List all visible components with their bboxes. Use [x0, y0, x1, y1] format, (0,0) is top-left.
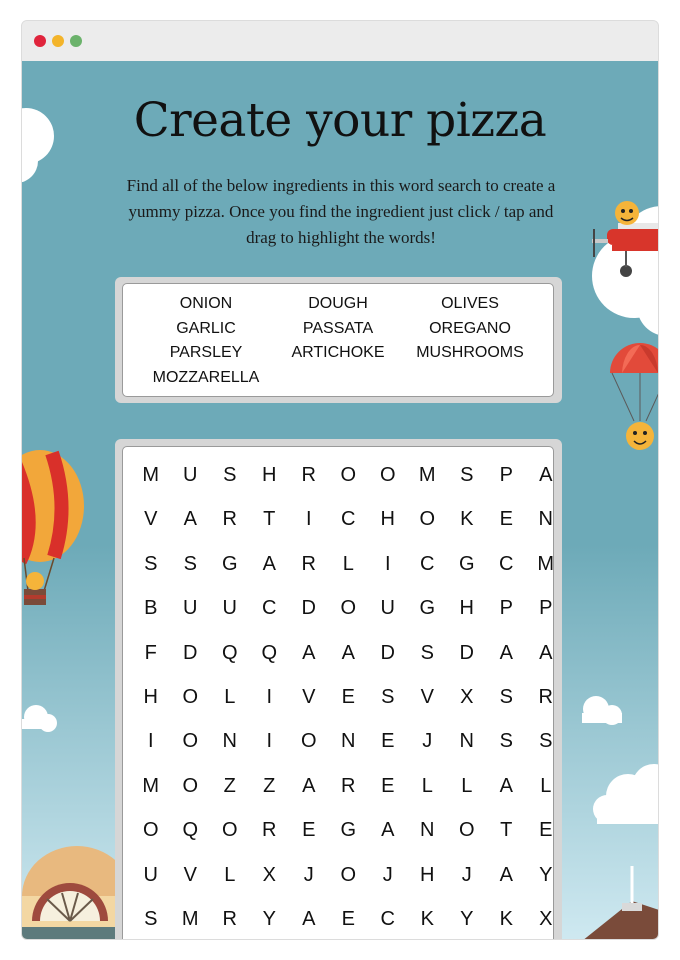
grid-letter[interactable]: I — [266, 686, 273, 708]
game-stage — [22, 61, 658, 940]
grid-letter[interactable]: E — [381, 774, 395, 797]
grid-letter[interactable]: X — [460, 686, 474, 708]
grid-letter[interactable]: Y — [460, 908, 474, 930]
grid-letter[interactable]: A — [539, 641, 553, 664]
grid-letter[interactable]: O — [340, 863, 357, 886]
grid-letter[interactable]: X — [262, 863, 276, 886]
grid-letter[interactable]: D — [301, 597, 316, 620]
grid-letter[interactable]: A — [302, 641, 316, 664]
grid-letter[interactable]: X — [539, 908, 553, 930]
grid-letter[interactable]: P — [539, 597, 553, 620]
grid-letter[interactable]: I — [266, 730, 273, 753]
title-bar — [22, 21, 658, 61]
ingredient-word: OREGANO — [429, 319, 511, 337]
grid-letter[interactable]: O — [182, 730, 199, 753]
grid-letter[interactable]: N — [538, 508, 553, 531]
grid-letter[interactable]: Y — [262, 908, 276, 930]
grid-letter[interactable]: R — [341, 774, 356, 797]
grid-letter[interactable]: O — [300, 730, 317, 753]
grid-letter[interactable]: A — [341, 641, 355, 664]
minimize-dot-icon[interactable] — [52, 35, 64, 47]
ingredient-word: MOZZARELLA — [152, 368, 260, 386]
grid-letter[interactable]: G — [340, 819, 357, 842]
grid-letter[interactable]: O — [142, 819, 159, 842]
grid-letter[interactable]: B — [144, 597, 158, 620]
grid-letter[interactable]: O — [182, 686, 199, 708]
ingredient-word: OLIVES — [441, 295, 499, 312]
grid-letter[interactable]: M — [181, 908, 199, 930]
grid-letter[interactable]: O — [458, 819, 475, 842]
grid-letter[interactable]: M — [418, 464, 436, 486]
grid-letter[interactable]: H — [143, 686, 158, 708]
grid-letter[interactable]: N — [341, 730, 356, 753]
grid-letter[interactable]: I — [305, 508, 312, 531]
grid-letter[interactable]: U — [222, 597, 237, 620]
grid-letter[interactable]: V — [420, 686, 434, 708]
grid-letter[interactable]: C — [420, 552, 435, 575]
grid-letter[interactable]: Q — [261, 641, 278, 664]
grid-letter[interactable]: R — [222, 908, 237, 930]
grid-letter[interactable]: C — [380, 908, 395, 930]
grid-letter[interactable]: M — [142, 464, 160, 486]
grid-letter[interactable]: A — [499, 774, 513, 797]
grid-letter[interactable]: E — [341, 686, 355, 708]
grid-letter[interactable]: J — [422, 730, 433, 753]
grid-letter[interactable]: E — [381, 730, 395, 753]
grid-letter[interactable]: N — [459, 730, 474, 753]
grid-letter[interactable]: K — [460, 508, 474, 531]
grid-letter[interactable]: O — [221, 819, 238, 842]
grid-letter[interactable]: M — [142, 774, 160, 797]
grid-letter[interactable]: C — [499, 552, 514, 575]
grid-letter[interactable]: K — [499, 908, 513, 930]
grid-letter[interactable]: T — [263, 508, 276, 531]
grid-letter[interactable]: A — [262, 552, 276, 575]
grid-letter[interactable]: A — [539, 464, 553, 486]
grid-letter[interactable]: L — [224, 863, 236, 886]
grid-letter[interactable]: P — [499, 597, 513, 620]
grid-letter[interactable]: C — [262, 597, 277, 620]
grid-letter[interactable]: D — [380, 641, 395, 664]
grid-letter[interactable]: U — [183, 464, 198, 486]
ingredient-word: GARLIC — [176, 319, 236, 337]
grid-letter[interactable]: S — [460, 464, 474, 486]
grid-letter[interactable]: A — [302, 908, 316, 930]
grid-letter[interactable]: F — [144, 641, 157, 664]
grid-letter[interactable]: R — [222, 508, 237, 531]
grid-letter[interactable]: O — [340, 464, 357, 486]
grid-letter[interactable]: S — [144, 552, 158, 575]
grid-letter[interactable]: I — [384, 552, 391, 575]
grid-letter[interactable]: M — [537, 552, 555, 575]
grid-letter[interactable]: H — [459, 597, 474, 620]
grid-letter[interactable]: E — [302, 819, 316, 842]
grid-letter[interactable]: D — [459, 641, 474, 664]
grid-letter[interactable]: C — [341, 508, 356, 531]
grid-letter[interactable]: J — [382, 863, 393, 886]
grid-letter[interactable]: R — [301, 552, 316, 575]
close-dot-icon[interactable] — [34, 35, 46, 47]
grid-letter[interactable]: R — [538, 686, 553, 708]
maximize-dot-icon[interactable] — [70, 35, 82, 47]
grid-letter[interactable]: G — [458, 552, 475, 575]
grid-letter[interactable]: O — [379, 464, 396, 486]
grid-letter[interactable]: K — [420, 908, 434, 930]
grid-letter[interactable]: H — [380, 508, 395, 531]
grid-letter[interactable]: A — [183, 508, 197, 531]
grid-letter[interactable]: L — [461, 774, 473, 797]
grid-letter[interactable]: Z — [263, 774, 276, 797]
grid-letter[interactable]: Y — [539, 863, 553, 886]
grid-letter[interactable]: S — [183, 552, 197, 575]
grid-letter[interactable]: O — [340, 597, 357, 620]
ingredient-word: ARTICHOKE — [291, 344, 385, 361]
grid-letter[interactable]: H — [420, 863, 435, 886]
grid-letter[interactable]: N — [222, 730, 237, 753]
grid-letter[interactable]: E — [341, 908, 355, 930]
grid-letter[interactable]: S — [223, 464, 237, 486]
grid-letter[interactable]: Q — [182, 819, 199, 842]
ingredients-panel — [122, 283, 554, 397]
browser-window — [21, 20, 659, 940]
grid-letter[interactable]: I — [147, 730, 154, 753]
grid-letter[interactable]: E — [539, 819, 553, 842]
grid-letter[interactable]: S — [381, 686, 395, 708]
grid-letter[interactable]: U — [143, 863, 158, 886]
instructions-text: Find all of the below ingredients in this word search to create a yummy pizza. Once you find the ingredient just click / tap and drag to highlight the words! — [126, 176, 556, 247]
grid-letter[interactable]: R — [301, 464, 316, 486]
grid-letter[interactable]: S — [420, 641, 434, 664]
grid-letter[interactable]: A — [499, 863, 513, 886]
grid-letter[interactable]: J — [461, 863, 472, 886]
grid-letter[interactable]: L — [224, 686, 236, 708]
grid-letter[interactable]: Q — [221, 641, 238, 664]
grid-letter[interactable]: D — [183, 641, 198, 664]
page-title: Create your pizza — [133, 93, 547, 148]
grid-letter[interactable]: U — [183, 597, 198, 620]
grid-letter[interactable]: V — [144, 508, 158, 531]
ingredient-word: DOUGH — [308, 295, 368, 312]
grid-letter[interactable]: S — [499, 730, 513, 753]
grid-letter[interactable]: U — [380, 597, 395, 620]
grid-letter[interactable]: S — [499, 686, 513, 708]
grid-letter[interactable]: O — [182, 774, 199, 797]
grid-letter[interactable]: J — [303, 863, 314, 886]
grid-letter[interactable]: Z — [223, 774, 236, 797]
grid-letter[interactable]: S — [144, 908, 158, 930]
grid-letter[interactable]: G — [221, 552, 238, 575]
grid-letter[interactable]: H — [262, 464, 277, 486]
ingredient-list — [123, 284, 553, 388]
ingredient-word: PASSATA — [302, 319, 374, 337]
grid-letter[interactable]: G — [419, 597, 436, 620]
ingredient-word: ONION — [179, 295, 233, 312]
grid-letter[interactable]: V — [302, 686, 316, 708]
grid-letter[interactable]: S — [539, 730, 553, 753]
grid-letter[interactable]: V — [183, 863, 197, 886]
grid-letter[interactable]: A — [499, 641, 513, 664]
word-grid-panel — [122, 446, 554, 940]
grid-letter[interactable]: A — [381, 819, 395, 842]
grid-letter[interactable]: E — [499, 508, 513, 531]
grid-letter[interactable]: R — [262, 819, 277, 842]
ingredient-word: MUSHROOMS — [416, 344, 524, 361]
ingredient-word: PARSLEY — [169, 344, 243, 361]
grid-letter[interactable]: P — [499, 464, 513, 486]
grid-letter[interactable]: O — [419, 508, 436, 531]
grid-letter[interactable]: N — [420, 819, 435, 842]
grid-letter[interactable]: T — [500, 819, 513, 842]
grid-letter[interactable]: L — [540, 774, 552, 797]
grid-letter[interactable]: L — [421, 774, 433, 797]
grid-letter[interactable]: L — [342, 552, 354, 575]
grid-letter[interactable]: A — [302, 774, 316, 797]
